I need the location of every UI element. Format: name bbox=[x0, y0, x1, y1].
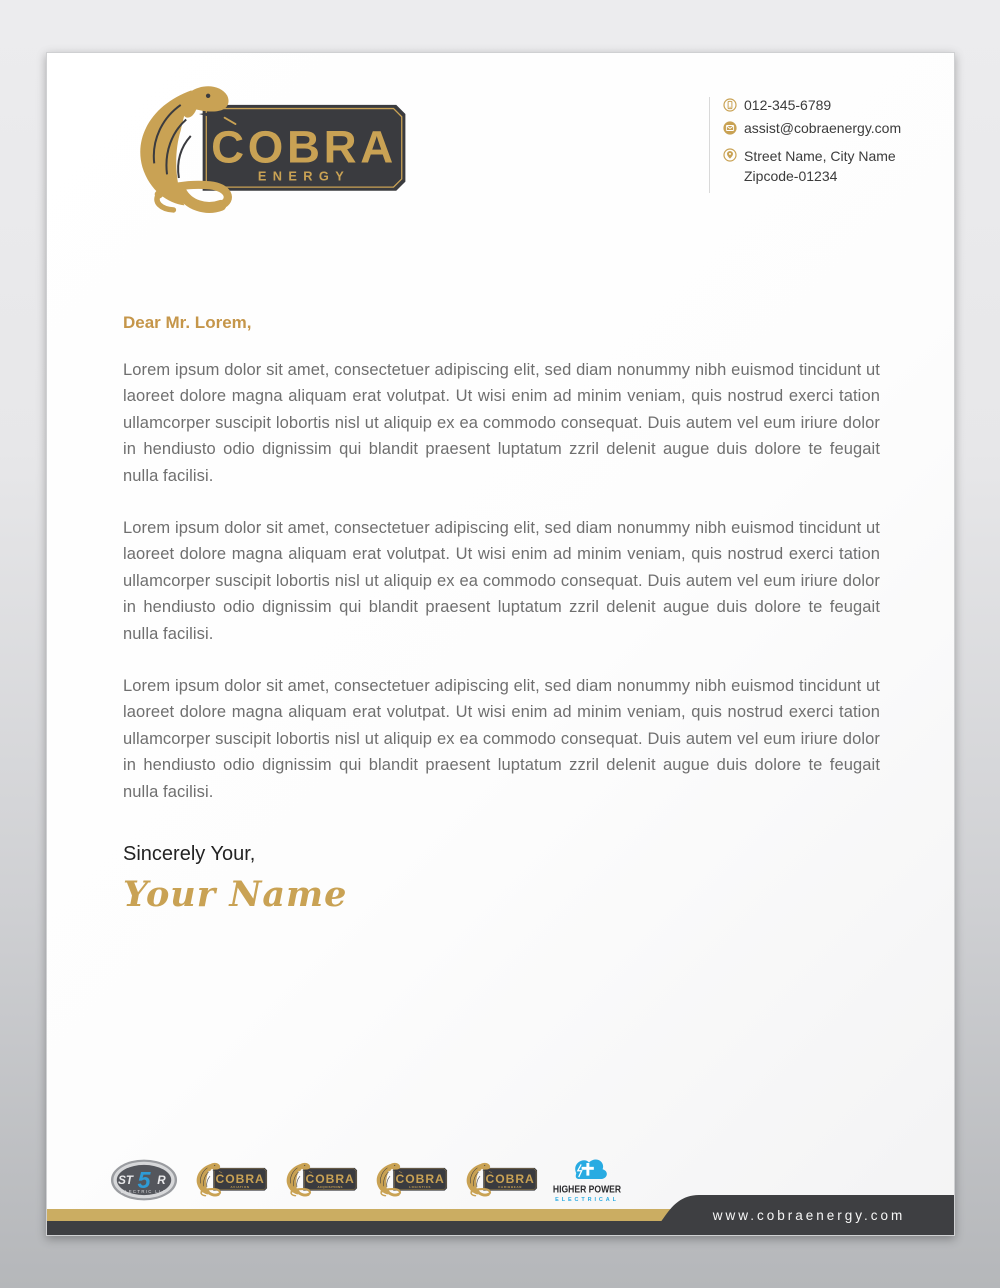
cobra-snake-badge-icon bbox=[111, 83, 413, 220]
signature-name: Your Name bbox=[123, 874, 348, 916]
cobra-aviation-sub: AVIATION bbox=[230, 1184, 250, 1189]
letterhead-page bbox=[46, 52, 955, 1236]
paragraph-3: Lorem ipsum dolor sit amet, consectetuer adipiscing elit, sed diam nonummy nibh euismod tincidunt ut laoreet dolore magna aliquam erat volutpat. Ut wisi enim ad minim veniam, quis nostrud exerci tation ullamcorper suscipit lobortis nisl ut aliquip ex ea commodo consequat. Duis autem vel eum iriure dolor in hendiusto odio dignissim qui blandit praesent luptatum zzril delenit augue duis dolore te feugait nulla facilisi. bbox=[123, 677, 880, 801]
contact-phone-row bbox=[723, 97, 953, 113]
contact-phone: 012-345-6789 bbox=[744, 97, 832, 113]
contact-email: assist@cobraenergy.com bbox=[744, 120, 902, 136]
website-url: www.cobraenergy.com bbox=[712, 1208, 906, 1223]
higher-power-line2: ELECTRICAL bbox=[555, 1196, 619, 1203]
location-pin-icon bbox=[723, 148, 737, 162]
letter-body bbox=[123, 313, 880, 915]
five-star-sub-text: ELECTRIC LLC bbox=[120, 1189, 168, 1195]
paragraph-2: Lorem ipsum dolor sit amet, consectetuer adipiscing elit, sed diam nonummy nibh euismod tincidunt ut laoreet dolore magna aliquam erat volutpat. Ut wisi enim ad minim veniam, quis nostrud exerci tation ullamcorper suscipit lobortis nisl ut aliquip ex ea commodo consequat. Duis autem vel eum iriure dolor in hendiusto odio dignissim qui blandit praesent luptatum zzril delenit augue duis dolore te feugait nulla facilisi. bbox=[123, 519, 880, 643]
cobra-logistics-logo bbox=[369, 1162, 449, 1198]
contact-block bbox=[709, 97, 953, 193]
contact-address-row bbox=[723, 147, 953, 186]
email-icon bbox=[723, 121, 737, 135]
gold-stripe bbox=[47, 1209, 707, 1221]
cobra-caribbean-logo bbox=[459, 1162, 539, 1198]
contact-address-line1: Street Name, City Name bbox=[744, 148, 896, 164]
footer-bars bbox=[47, 1195, 955, 1235]
cobra-aviation-logo bbox=[189, 1162, 269, 1198]
cobra-energy-logo bbox=[111, 83, 413, 225]
cobra-acquisitions-logo bbox=[279, 1162, 359, 1198]
phone-icon bbox=[723, 98, 737, 112]
closing-line: Sincerely Your, bbox=[123, 843, 256, 866]
cobra-logistics-sub: LOGISTICS bbox=[409, 1184, 432, 1189]
five-star-left-text: ST bbox=[118, 1173, 133, 1187]
higher-power-line1: HIGHER POWER bbox=[552, 1184, 622, 1196]
five-star-number: 5 bbox=[137, 1166, 151, 1193]
cobra-caribbean-sub: CARIBBEAN bbox=[498, 1184, 523, 1189]
five-star-right-text: R bbox=[157, 1173, 166, 1187]
contact-email-row bbox=[723, 120, 953, 136]
contact-address-line2: Zipcode-01234 bbox=[744, 167, 838, 184]
paragraph-1: Lorem ipsum dolor sit amet, consectetuer adipiscing elit, sed diam nonummy nibh euismod tincidunt ut laoreet dolore magna aliquam erat volutpat. Ut wisi enim ad minim veniam, quis nostrud exerci tation ullamcorper suscipit lobortis nisl ut aliquip ex ea commodo consequat. Duis autem vel eum iriure dolor in hendiusto odio dignissim qui blandit praesent luptatum zzril delenit augue duis dolore te feugait nulla facilisi. bbox=[123, 361, 880, 485]
greeting: Dear Mr. Lorem, bbox=[123, 313, 252, 332]
cobra-acquisitions-sub: ACQUISITIONS bbox=[317, 1184, 343, 1189]
brand-tagline: ENERGY bbox=[257, 168, 351, 184]
